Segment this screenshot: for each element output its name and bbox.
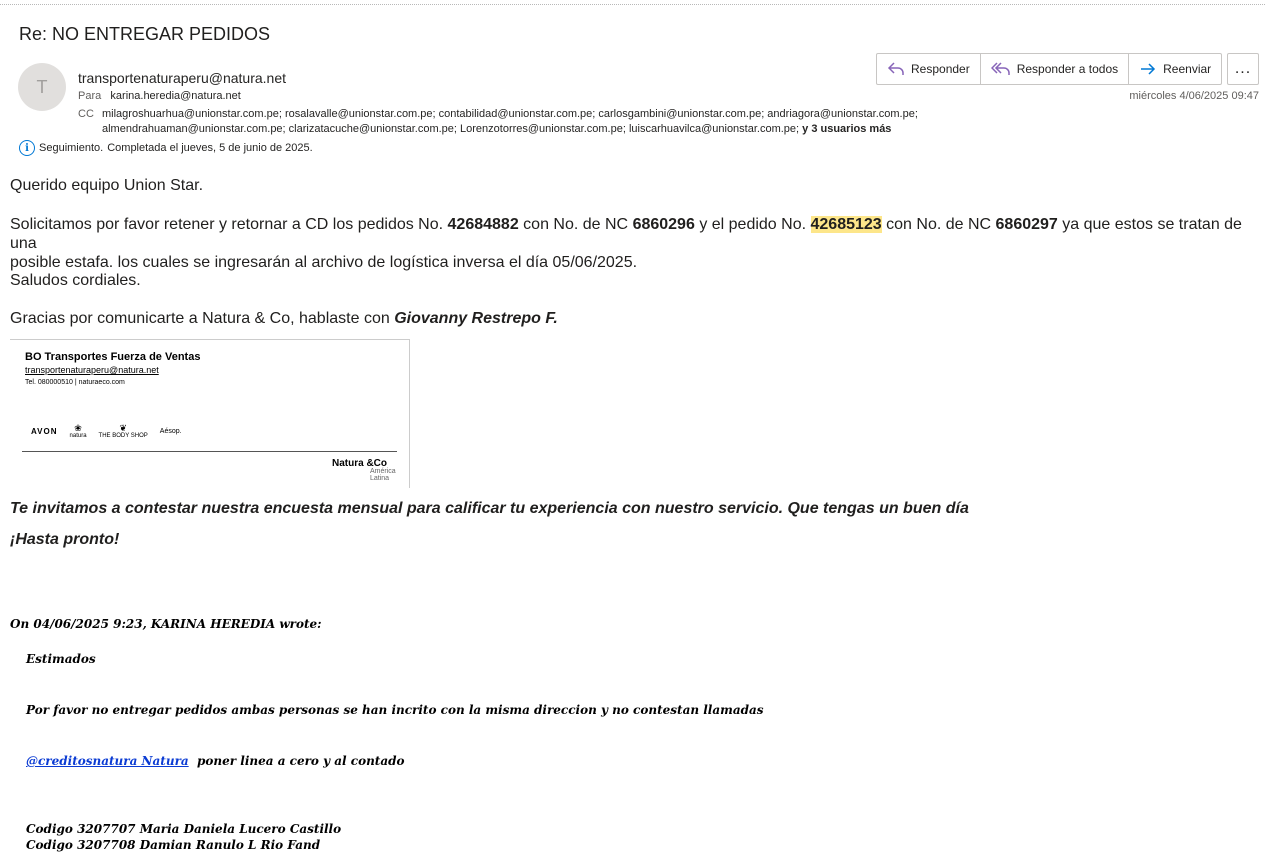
message-actions — [876, 53, 1222, 85]
p1-text-e: ya que estos se tratan de una — [10, 216, 1242, 252]
signature-card — [10, 339, 410, 488]
natura-co-logo: Natura &Co — [332, 458, 388, 469]
nc-number-1: 6860296 — [632, 216, 695, 233]
body-shop-leaf-icon: ❦ — [119, 423, 127, 433]
p1-text-c: y el pedido No. — [699, 216, 807, 233]
quoted-header: On 04/06/2025 9:23, KARINA HEREDIA wrote: — [10, 617, 322, 631]
avon-logo: AVON — [31, 427, 58, 436]
natura-logo — [70, 424, 87, 439]
more-icon: ... — [1234, 60, 1252, 77]
natura-co-region — [370, 468, 396, 482]
signature-email[interactable]: transportenaturaperu@natura.net — [25, 365, 159, 375]
farewell: ¡Hasta pronto! — [10, 531, 120, 548]
to-line — [78, 90, 241, 102]
more-actions-button[interactable] — [1227, 53, 1259, 85]
cc-recipients-2[interactable]: almendrahuaman@unionstar.com.pe; clarizatacuche@unionstar.com.pe; Lorenzotorres@unionstar.com.pe; luiscarhuavilca@unionstar.com.pe; — [102, 123, 800, 135]
aesop-logo: Aésop. — [159, 428, 182, 435]
p1-text-b: con No. de NC — [523, 216, 629, 233]
p1-text-d: con No. de NC — [886, 216, 992, 233]
cc-line — [78, 107, 1008, 137]
p1-text-a: Solicitamos por favor retener y retornar a CD los pedidos No. — [10, 216, 444, 233]
quoted-code-2: Codigo 3207708 Damian Ranulo L Rio Fand — [26, 838, 321, 852]
cc-more-link[interactable]: y 3 usuarios más — [802, 123, 892, 135]
request-paragraph — [10, 215, 1260, 272]
to-recipient[interactable]: karina.heredia@natura.net — [110, 90, 241, 102]
cc-recipients-1[interactable]: milagroshuarhua@unionstar.com.pe; rosalavalle@unionstar.com.pe; contabilidad@unionstar.com.pe; carlosgambini@unionstar.com.pe; andriagora@unionstar.com.pe; — [102, 108, 918, 120]
body-shop-logo — [99, 424, 148, 439]
sender-email[interactable]: transportenaturaperu@natura.net — [78, 70, 287, 86]
order-number-1: 42684882 — [447, 216, 519, 233]
region-line-2: Latina — [370, 475, 390, 482]
survey-invite: Te invitamos a contestar nuestra encuesta mensual para calificar tu experiencia con nuestro servicio. Que tengas un buen día — [10, 500, 969, 517]
reply-all-label: Responder a todos — [1016, 62, 1119, 76]
email-subject: Re: NO ENTREGAR PEDIDOS — [19, 24, 271, 44]
sender-avatar[interactable]: T — [18, 63, 66, 111]
cc-label: CC — [78, 108, 94, 120]
natura-logo-text: natura — [69, 433, 87, 439]
region-line-1: América — [370, 468, 396, 475]
closing: Saludos cordiales. — [10, 272, 141, 289]
agent-name: Giovanny Restrepo F. — [394, 310, 558, 327]
reply-label: Responder — [911, 62, 970, 76]
quoted-mention-line — [26, 754, 405, 768]
to-label: Para — [78, 90, 102, 102]
thanks-line — [10, 310, 558, 328]
signature-divider — [22, 451, 397, 452]
tracking-status — [19, 140, 313, 156]
brand-logos — [31, 424, 182, 439]
top-divider — [0, 0, 1265, 5]
reply-all-icon — [991, 61, 1011, 77]
quoted-code-1: Codigo 3207707 Maria Daniela Lucero Castillo — [26, 822, 342, 836]
nc-number-2: 6860297 — [995, 216, 1058, 233]
body-shop-logo-text: THE BODY SHOP — [98, 433, 148, 439]
signature-tel: Tel. 080000510 | naturaeco.com — [25, 379, 125, 386]
tracking-label: Seguimiento. — [39, 142, 104, 154]
reply-button[interactable] — [877, 54, 981, 84]
reply-icon — [887, 61, 905, 77]
quoted-instruction: poner linea a cero y al contado — [197, 754, 405, 768]
signature-title: BO Transportes Fuerza de Ventas — [25, 351, 201, 363]
mention-link[interactable]: @creditosnatura Natura — [26, 754, 189, 768]
quoted-greeting: Estimados — [26, 652, 96, 666]
reply-all-button[interactable] — [981, 54, 1129, 84]
forward-button[interactable] — [1129, 54, 1221, 84]
info-icon: i — [19, 140, 35, 156]
forward-arrow-icon — [1139, 61, 1157, 77]
greeting: Querido equipo Union Star. — [10, 177, 204, 194]
order-number-2: 42685123 — [810, 216, 882, 233]
natura-flower-icon: ❀ — [74, 423, 82, 433]
quoted-request: Por favor no entregar pedidos ambas personas se han incrito con la misma direccion y no contestan llamadas — [26, 703, 764, 717]
tracking-text: Completada el jueves, 5 de junio de 2025. — [107, 142, 313, 154]
thanks-text: Gracias por comunicarte a Natura & Co, hablaste con — [10, 310, 390, 327]
forward-label: Reenviar — [1163, 62, 1212, 76]
sent-date: miércoles 4/06/2025 09:47 — [1129, 90, 1259, 102]
p1-line-2: posible estafa. los cuales se ingresarán al archivo de logística inversa el día 05/06/2025. — [10, 254, 638, 271]
